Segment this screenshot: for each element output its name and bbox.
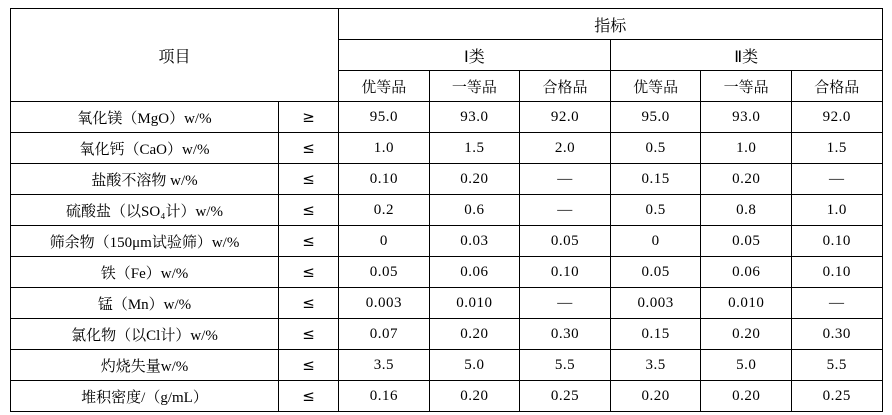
- row-comparison-sign: ≤: [279, 288, 339, 319]
- row-value: 0.20: [701, 319, 792, 350]
- header-class-1: Ⅰ类: [339, 40, 611, 71]
- row-value: 3.5: [339, 350, 430, 381]
- row-value: —: [520, 164, 611, 195]
- header-grade-1: 一等品: [429, 71, 520, 102]
- table-row: [11, 226, 883, 257]
- row-value: 95.0: [339, 102, 430, 133]
- row-item-name: 硫酸盐（以SO₄计）w/%: [11, 195, 279, 226]
- row-value: 0.25: [520, 381, 611, 412]
- row-value: 1.0: [791, 195, 882, 226]
- row-item-name: 锰（Mn）w/%: [11, 288, 279, 319]
- header-row-top: [11, 9, 883, 40]
- row-value: 0.05: [701, 226, 792, 257]
- row-item-name: 氯化物（以Cl计）w/%: [11, 319, 279, 350]
- table-row: [11, 381, 883, 412]
- row-value: 92.0: [791, 102, 882, 133]
- row-value: 0.20: [429, 319, 520, 350]
- row-value: 0.20: [701, 381, 792, 412]
- row-value: 0.30: [791, 319, 882, 350]
- row-value: —: [520, 195, 611, 226]
- row-comparison-sign: ≤: [279, 257, 339, 288]
- row-value: 0.15: [610, 164, 701, 195]
- row-comparison-sign: ≤: [279, 350, 339, 381]
- table-body: [11, 9, 883, 412]
- row-value: 0.5: [610, 195, 701, 226]
- table-row: [11, 350, 883, 381]
- table-row: [11, 195, 883, 226]
- row-value: 0.03: [429, 226, 520, 257]
- row-comparison-sign: ≤: [279, 133, 339, 164]
- row-value: 0.20: [429, 164, 520, 195]
- header-grade-5: 合格品: [791, 71, 882, 102]
- table-row: [11, 319, 883, 350]
- row-value: 95.0: [610, 102, 701, 133]
- row-value: 3.5: [610, 350, 701, 381]
- row-value: 1.5: [791, 133, 882, 164]
- row-comparison-sign: ≥: [279, 102, 339, 133]
- row-comparison-sign: ≤: [279, 381, 339, 412]
- row-value: 92.0: [520, 102, 611, 133]
- row-value: 0.10: [520, 257, 611, 288]
- row-value: 0.10: [791, 226, 882, 257]
- row-value: 0.5: [610, 133, 701, 164]
- row-comparison-sign: ≤: [279, 319, 339, 350]
- row-item-name: 铁（Fe）w/%: [11, 257, 279, 288]
- row-value: 0.10: [791, 257, 882, 288]
- row-item-name: 堆积密度/（g/mL）: [11, 381, 279, 412]
- row-item-name: 筛余物（150μm试验筛）w/%: [11, 226, 279, 257]
- header-class-2: Ⅱ类: [610, 40, 882, 71]
- header-grade-4: 一等品: [701, 71, 792, 102]
- row-value: —: [791, 288, 882, 319]
- row-value: —: [520, 288, 611, 319]
- row-value: 0.003: [339, 288, 430, 319]
- row-value: 0.16: [339, 381, 430, 412]
- row-value: 0.20: [429, 381, 520, 412]
- header-grade-0: 优等品: [339, 71, 430, 102]
- row-value: 0.003: [610, 288, 701, 319]
- row-value: 1.0: [339, 133, 430, 164]
- specification-table: [10, 8, 883, 412]
- row-item-name: 盐酸不溶物 w/%: [11, 164, 279, 195]
- row-value: 0.10: [339, 164, 430, 195]
- row-value: 0.06: [701, 257, 792, 288]
- row-value: 1.5: [429, 133, 520, 164]
- row-comparison-sign: ≤: [279, 226, 339, 257]
- row-item-name: 灼烧失量w/%: [11, 350, 279, 381]
- row-value: 5.0: [701, 350, 792, 381]
- row-value: 5.5: [791, 350, 882, 381]
- table-row: [11, 133, 883, 164]
- row-value: 1.0: [701, 133, 792, 164]
- table-row: [11, 288, 883, 319]
- row-value: 0.06: [429, 257, 520, 288]
- row-value: 0.8: [701, 195, 792, 226]
- row-value: 93.0: [429, 102, 520, 133]
- row-value: 0.20: [701, 164, 792, 195]
- row-value: 93.0: [701, 102, 792, 133]
- row-value: 0.6: [429, 195, 520, 226]
- row-value: 2.0: [520, 133, 611, 164]
- row-value: 0.20: [610, 381, 701, 412]
- row-value: 0.05: [520, 226, 611, 257]
- row-value: 5.5: [520, 350, 611, 381]
- row-item-name: 氧化钙（CaO）w/%: [11, 133, 279, 164]
- row-comparison-sign: ≤: [279, 164, 339, 195]
- row-value: 0.05: [339, 257, 430, 288]
- header-indicator-label: 指标: [339, 9, 883, 40]
- row-value: 0.07: [339, 319, 430, 350]
- row-value: 0.010: [701, 288, 792, 319]
- row-value: 0: [610, 226, 701, 257]
- row-value: 0.25: [791, 381, 882, 412]
- row-value: 0.05: [610, 257, 701, 288]
- row-value: 5.0: [429, 350, 520, 381]
- header-item-label: 项目: [11, 9, 339, 102]
- table-row: [11, 102, 883, 133]
- row-comparison-sign: ≤: [279, 195, 339, 226]
- row-item-name: 氧化镁（MgO）w/%: [11, 102, 279, 133]
- row-value: 0.010: [429, 288, 520, 319]
- row-value: 0.15: [610, 319, 701, 350]
- header-grade-3: 优等品: [610, 71, 701, 102]
- row-value: 0.2: [339, 195, 430, 226]
- row-value: 0.30: [520, 319, 611, 350]
- table-row: [11, 164, 883, 195]
- row-value: 0: [339, 226, 430, 257]
- header-grade-2: 合格品: [520, 71, 611, 102]
- row-value: —: [791, 164, 882, 195]
- table-row: [11, 257, 883, 288]
